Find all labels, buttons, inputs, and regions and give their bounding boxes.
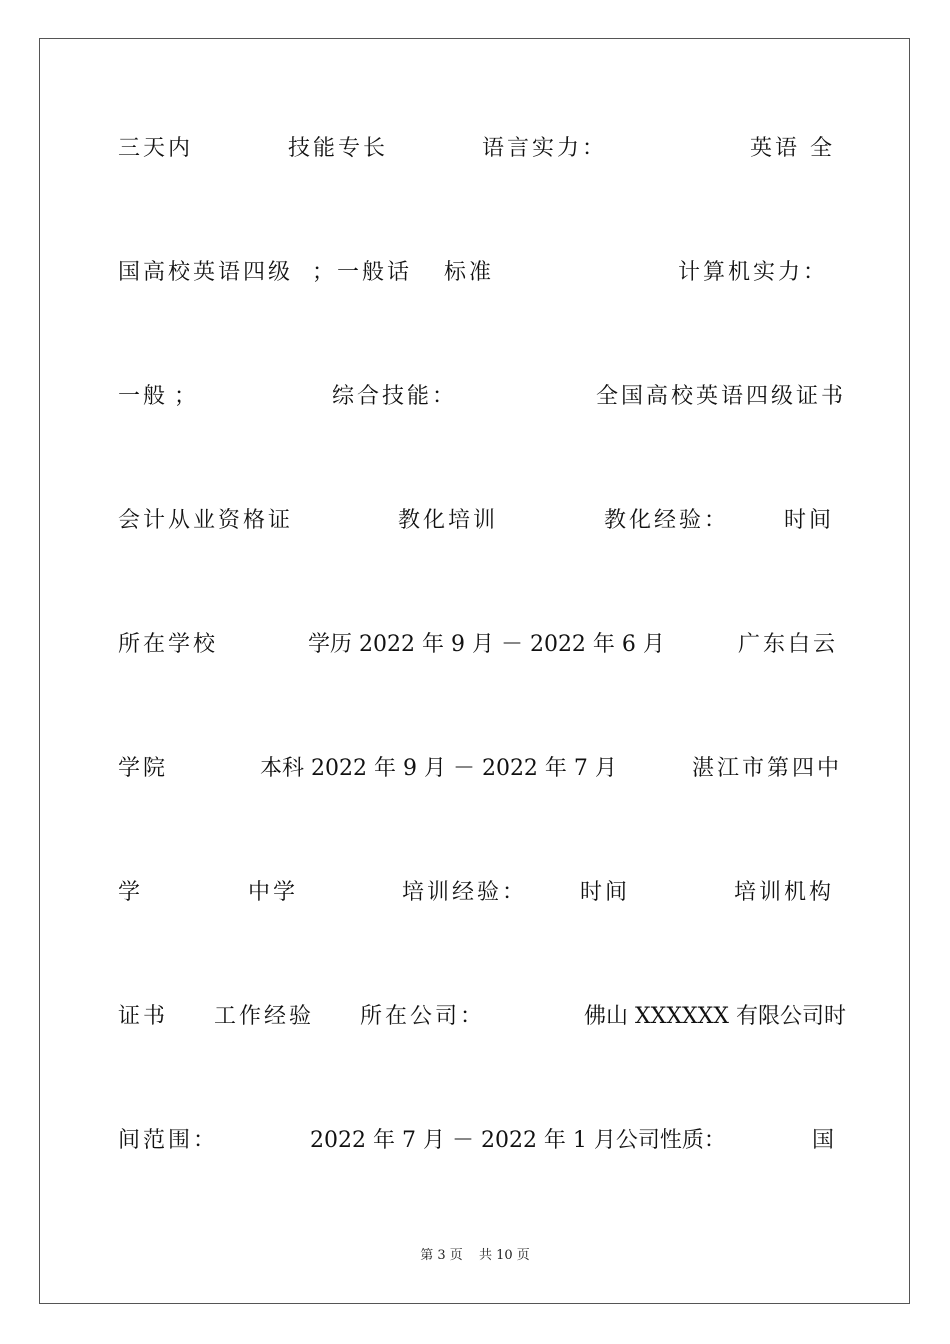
text-segment: 间范围： xyxy=(118,1128,219,1153)
text-segment: ； xyxy=(174,384,200,409)
page-number: 第 3 页 xyxy=(420,1248,463,1263)
text-line-4 xyxy=(118,504,835,538)
page-total: 共 10 页 xyxy=(478,1248,530,1263)
text-segment: 培训机构 xyxy=(734,880,835,905)
text-line-9 xyxy=(118,1124,838,1158)
text-line-7 xyxy=(118,876,835,910)
text-line-1 xyxy=(118,132,836,166)
text-segment: 学历 2022 年 9 月 － 2022 年 6 月 xyxy=(308,632,665,657)
text-segment: 培训经验： xyxy=(402,880,528,905)
text-segment: 学 xyxy=(118,880,144,905)
text-line-6 xyxy=(118,752,843,786)
text-segment: 时间 xyxy=(580,880,631,905)
text-line-5 xyxy=(118,628,839,662)
text-segment: 佛山 XXXXXX 有限公司时 xyxy=(584,1004,846,1029)
text-segment: 本科 2022 年 9 月 － 2022 年 7 月 xyxy=(260,756,617,781)
text-line-3 xyxy=(118,380,847,414)
text-segment: 三天内 xyxy=(118,136,194,161)
text-segment: 国高校英语四级 xyxy=(118,260,294,285)
text-segment: 所在公司： xyxy=(360,1004,486,1029)
text-segment: 语言实力： xyxy=(482,136,608,161)
text-segment: 综合技能： xyxy=(332,384,458,409)
text-segment: 证书 xyxy=(118,1004,169,1029)
text-segment: 学院 xyxy=(118,756,169,781)
page-border xyxy=(39,38,910,1304)
text-segment: 一般 xyxy=(118,384,169,409)
text-segment: 中学 xyxy=(248,880,299,905)
text-segment: 所在学校 xyxy=(118,632,219,657)
text-segment: 教化培训 xyxy=(398,508,499,533)
text-segment: 2022 年 7 月 － 2022 年 1 月公司性质： xyxy=(310,1128,726,1153)
text-line-2 xyxy=(118,256,832,290)
text-segment: 计算机实力： xyxy=(678,260,829,285)
text-segment: 教化经验： xyxy=(604,508,730,533)
text-segment: 全 xyxy=(810,136,836,161)
text-segment: 时间 xyxy=(784,508,835,533)
text-segment: 工作经验 xyxy=(214,1004,315,1029)
text-segment: 标准 xyxy=(444,260,495,285)
text-segment: 技能专长 xyxy=(288,136,389,161)
text-segment: 广东白云 xyxy=(738,632,839,657)
text-segment: 国 xyxy=(812,1128,838,1153)
page-footer xyxy=(0,1246,950,1266)
text-line-8 xyxy=(118,1000,846,1034)
text-segment: 会计从业资格证 xyxy=(118,508,294,533)
text-segment: ；一般话 xyxy=(312,260,413,285)
text-segment: 湛江市第四中 xyxy=(692,756,843,781)
text-segment: 全国高校英语四级证书 xyxy=(596,384,847,409)
text-segment: 英语 xyxy=(750,136,801,161)
